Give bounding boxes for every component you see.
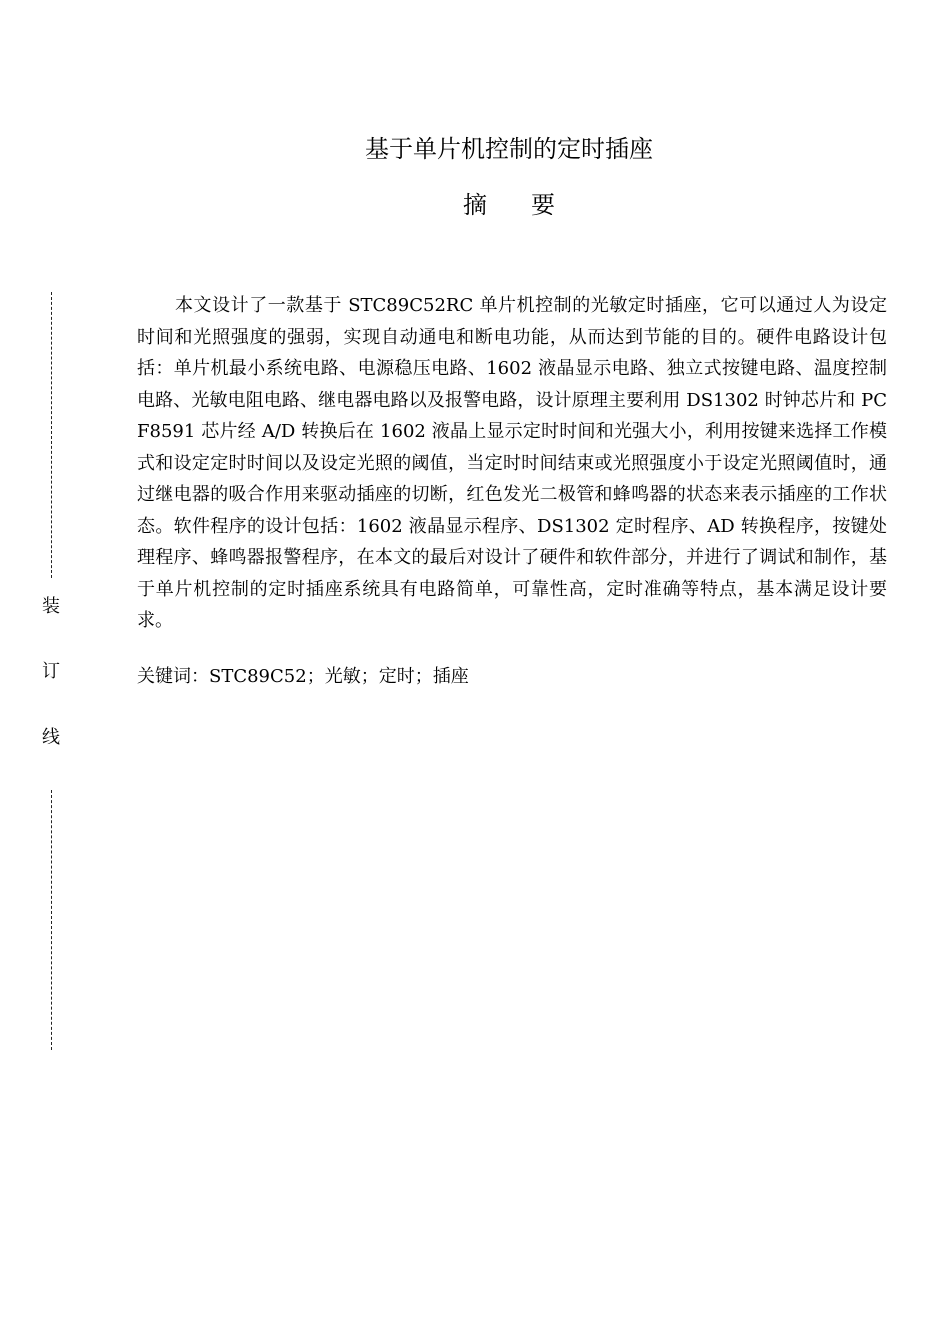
abstract-body: 本文设计了一款基于 STC89C52RC 单片机控制的光敏定时插座，它可以通过人为设定时间和光照强度的强弱，实现自动通电和断电功能，从而达到节能的目的。硬件电路设计包括：单片机最小系统电路、电源稳压电路、1602 液晶显示电路、独立式按键电路、温度控制电路、光敏电阻电路、继电器电路以及报警电路，设计原理主要利用 DS1302 时钟芯片和 PCF8591 芯片经 A/D 转换后在 1602 液晶上显示定时时间和光强大小，利用按键来选择工作模式和设定定时时间以及设定光照的阈值，当定时时间结束或光照强度小于设定光照阈值时，通过继电器的吸合作用来驱动插座的切断，红色发光二极管和蜂鸣器的状态来表示插座的工作状态。软件程序的设计包括：1602 液晶显示程序、DS1302 定时程序、AD 转换程序，按键处理程序、蜂鸣器报警程序，在本文的最后对设计了硬件和软件部分，并进行了调试和制作，基于单片机控制的定时插座系统具有电路简单，可靠性高，定时准确等特点，基本满足设计要求。 (137, 295, 887, 631)
keywords-value: STC89C52；光敏；定时；插座 (209, 666, 469, 687)
page-title: 基于单片机控制的定时插座 (365, 135, 653, 163)
binding-char-zhuang: 装 (42, 596, 60, 617)
keywords-line (137, 661, 897, 692)
binding-dashed-line-bottom (51, 790, 52, 1050)
keywords-label: 关键词： (137, 666, 209, 687)
abstract-heading: 摘要 (463, 191, 599, 219)
binding-dashed-line-top (51, 292, 52, 578)
binding-char-xian: 线 (42, 727, 60, 748)
binding-char-ding: 订 (42, 661, 60, 682)
